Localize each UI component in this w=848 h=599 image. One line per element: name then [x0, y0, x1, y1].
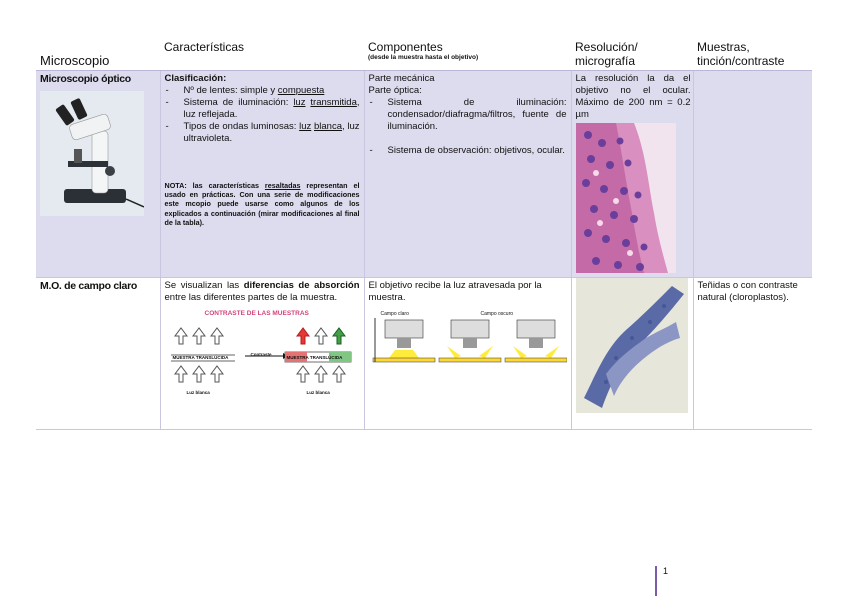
diagram-right-label [287, 355, 343, 361]
header-caracteristicas: Características [164, 40, 245, 54]
row2-label: M.O. de campo claro [40, 280, 137, 292]
diagram-title: CONTRASTE DE LAS MUESTRAS [204, 310, 309, 317]
epithelium-micrograph [576, 123, 676, 273]
row1-resolucion [571, 71, 693, 278]
ilum-underlined-2: transmitida [310, 97, 357, 108]
header-componentes-title: Componentes [368, 40, 443, 54]
diagram-luz-right: Luz blanca [306, 390, 330, 395]
car-pre: Se visualizan las [164, 280, 244, 291]
nota-lead: NOTA: las características [164, 181, 265, 190]
car-post: entre las diferentes partes de la muestra. [164, 292, 338, 303]
comp-optica: Parte óptica: [368, 85, 422, 96]
clasificacion-list [165, 85, 360, 145]
row2-componentes [364, 278, 571, 430]
header-microscopio: Microscopio [40, 53, 110, 68]
table-row [36, 278, 812, 430]
objective-diagram [369, 312, 567, 372]
diagram-right-a: MUESTRA TRANS [286, 355, 326, 360]
comp-mecanica: Parte mecánica [368, 73, 435, 84]
row1-label: Microscopio óptico [40, 73, 131, 85]
list-item: - Sistema de observación: objetivos, ocular. [369, 145, 567, 157]
lentes-underlined: compuesta [277, 85, 325, 96]
row1-label-cell [36, 71, 160, 278]
row1-componentes [364, 71, 571, 278]
page-number: 1 [655, 566, 668, 596]
ondas-underlined-1: luz [299, 121, 312, 132]
brightfield-micrograph [576, 278, 688, 413]
table-row [36, 71, 812, 278]
comp-campo-claro: El objetivo recibe la luz atravesada por la muestra. [368, 280, 542, 303]
diagram-arrow-label: Contraste [250, 352, 272, 357]
diagram-luz-left: Luz blanca [186, 390, 210, 395]
label-campo-oscuro: Campo oscuro [480, 311, 514, 317]
nota-underlined: resaltadas [264, 181, 301, 190]
list-item [165, 97, 360, 121]
row2-caracteristicas [160, 278, 364, 430]
lentes-text: Nº de lentes: simple y [183, 85, 278, 96]
label-campo-claro: Campo claro [380, 311, 409, 317]
header-row [36, 38, 812, 71]
diagram-left-label: MUESTRA TRANSLÚCIDA [172, 355, 229, 360]
microscope-photo [40, 91, 144, 216]
row2-micrograph-cell [571, 278, 693, 430]
header-componentes [364, 38, 571, 71]
car-bold: diferencias de absorción [243, 280, 360, 291]
ilum-text: Sistema de iluminación: [183, 97, 294, 108]
row1-caracteristicas [160, 71, 364, 278]
nota-rest: representan el usado en prácticas. Con una serie de modificaciones este mcopio puede usarse como algunos de los explicados a continuación (mirar modificaciones al final de la tabla). [164, 181, 360, 227]
row2-label-cell [36, 278, 160, 430]
ondas-underlined-2: blanca [313, 121, 342, 132]
contrast-diagram [165, 308, 360, 398]
clasificacion-title: Clasificación: [164, 73, 227, 84]
resolucion-text: La resolución la da el objetivo no el ocular. Máximo de 200 nm = 0.2 µm [575, 73, 691, 120]
ondas-text: Tipos de ondas luminosas: [183, 121, 300, 132]
header-resolucion: Resolución/ micrografía [575, 40, 638, 68]
ondas-post: , luz ultravioleta. [183, 121, 360, 144]
list-item [165, 121, 360, 145]
header-componentes-sub: (desde la muestra hasta el objetivo) [368, 54, 479, 61]
row1-muestras [693, 71, 812, 278]
header-muestras: Muestras, tinción/contraste [697, 40, 785, 68]
ilum-post: , luz reflejada. [183, 97, 360, 120]
componentes-list [369, 97, 567, 157]
nota-text [165, 181, 360, 227]
row2-muestras: Teñidas o con contraste natural (cloroplastos). [693, 278, 812, 430]
microscopes-table [36, 38, 812, 430]
campo-claro-text [165, 280, 360, 304]
diagram-right-b: LÚCIDA [325, 355, 343, 360]
list-item [165, 85, 360, 97]
ilum-underlined-1: luz [293, 97, 306, 108]
list-item: - Sistema de iluminación: condensador/diafragma/filtros, fuente de iluminación. [369, 97, 567, 133]
